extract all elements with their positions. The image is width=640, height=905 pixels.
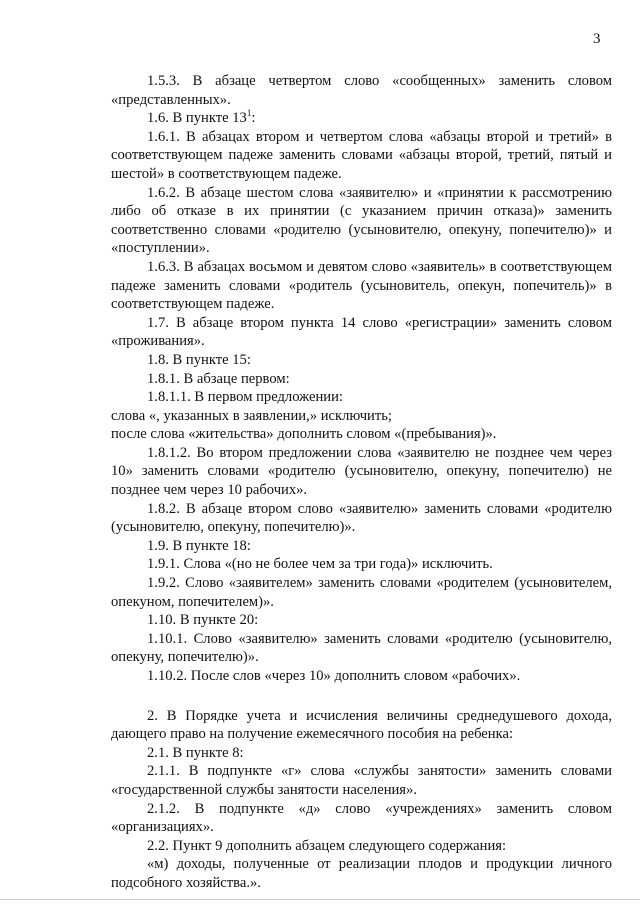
- paragraph-after-word: после слова «жительства» дополнить словом «(пребывания)».: [111, 426, 497, 443]
- document-body: [111, 72, 612, 893]
- paragraph-2-1: 2.1. В пункте 8:: [147, 744, 244, 761]
- paragraph-1-9: 1.9. В пункте 18:: [147, 537, 251, 554]
- paragraph-1-6-1: 1.6.1. В абзацах втором и четвертом слова «абзацы второй и третий» в соответствующем падеже заменить словами «абзацы второй, третий, пятый и шестой» в соответствующем падеже.: [111, 128, 612, 182]
- paragraph-1-8-2: 1.8.2. В абзаце втором слово «заявителю» заменить словами «родителю (усыновителю, опекуну, попечителю)».: [111, 500, 612, 536]
- paragraph-2-2: 2.2. Пункт 9 дополнить абзацем следующего содержания:: [147, 837, 507, 854]
- paragraph-1-7: 1.7. В абзаце втором пункта 14 слово «регистрации» заменить словом «проживания».: [111, 314, 612, 350]
- paragraph-1-8-1-2: 1.8.1.2. Во втором предложении слова «заявителю не позднее чем через 10» заменить словами «родителю (усыновителю, опекуну, попечителю) не позднее чем через 10 рабочих».: [111, 444, 612, 499]
- paragraph-2-1-1: 2.1.1. В подпункте «г» слова «службы занятости» заменить словами «государственной службы занятости населения».: [111, 763, 612, 798]
- paragraph-1-9-1: 1.9.1. Слова «(но не более чем за три года)» исключить.: [147, 556, 493, 573]
- paragraph-1-8: 1.8. В пункте 15:: [147, 351, 251, 368]
- paragraph-1-10-2: 1.10.2. После слов «через 10» дополнить словом «рабочих».: [147, 668, 521, 684]
- superscript: 1: [246, 108, 252, 119]
- paragraph-1-6-3: 1.6.3. В абзацах восьмом и девятом слово «заявитель» в соответствующем падеже заменить словами «родитель (усыновитель, опекун, попечитель)» в соответствующем падеже.: [111, 258, 612, 313]
- paragraph-1-5-3: 1.5.3. В абзаце четвертом слово «сообщенных» заменить словом «представленных».: [111, 73, 612, 108]
- paragraph-2-1-2: 2.1.2. В подпункте «д» слово «учреждениях» заменить словом «организациях».: [111, 800, 612, 836]
- page-bottom-edge: [0, 899, 640, 900]
- paragraph-1-6-colon: :: [251, 110, 256, 127]
- paragraph-words-excluded: слова «, указанных в заявлении,» исключить;: [111, 407, 392, 424]
- paragraph-1-6-2: 1.6.2. В абзаце шестом слова «заявителю» и «принятии к рассмотрению либо об отказе в их принятии (с указанием причин отказа)» заменить соответственно словами «родителю (усыновителю, опекуну, попечителю)» и «поступлении».: [111, 184, 612, 257]
- paragraph-1-9-2: 1.9.2. Слово «заявителем» заменить словами «родителем (усыновителем, опекуном, попечителем)».: [111, 575, 612, 610]
- paragraph-1-10: 1.10. В пункте 20:: [147, 612, 259, 629]
- paragraph-1-8-1-1: 1.8.1.1. В первом предложении:: [147, 389, 343, 406]
- paragraph-1-6-text: 1.6. В пункте 13: [147, 110, 247, 127]
- page-number: 3: [593, 31, 601, 47]
- paragraph-1-10-1: 1.10.1. Слово «заявителю» заменить словами «родителю (усыновителю, опекуну, попечителю)».: [111, 630, 612, 666]
- paragraph-2: 2. В Порядке учета и исчисления величины среднедушевого дохода, дающего право на получение ежемесячного пособия на ребенка:: [111, 707, 612, 743]
- paragraph-1-8-1: 1.8.1. В абзаце первом:: [147, 370, 290, 387]
- paragraph-m: «м) доходы, полученные от реализации плодов и продукции личного подсобного хозяйства.».: [111, 856, 612, 891]
- paragraph-1-6: [111, 109, 612, 128]
